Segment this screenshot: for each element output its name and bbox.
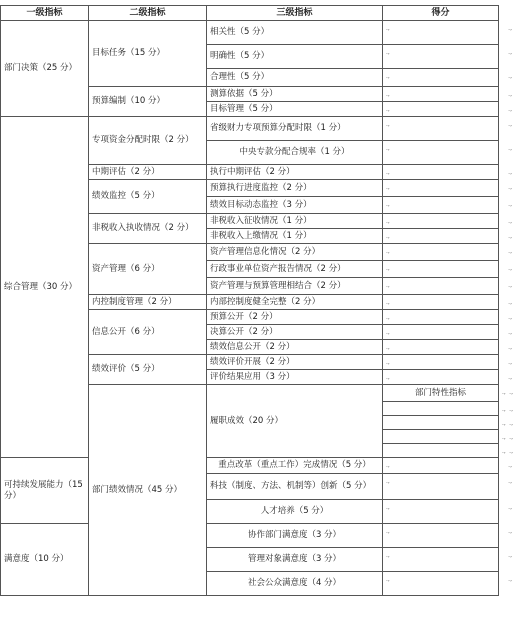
level3-item: 绩效信息公开（2 分） [207,340,383,355]
level3-item [383,402,499,416]
score-cell[interactable] [383,310,512,325]
row-end-mark: ., [508,121,512,128]
score-cell[interactable] [383,295,512,310]
level3-item [383,430,499,444]
level2-performance-monitor: 绩效监控（5 分） [89,180,207,214]
paragraph-mark: ., [386,169,390,176]
row-end-mark: ., [509,406,513,413]
paragraph-mark: ., [386,329,390,336]
level3-item: 中央专款分配合规率（1 分） [207,141,383,165]
score-cell[interactable] [383,180,512,197]
paragraph-mark: ., [386,201,390,208]
paragraph-mark: ., [386,374,390,381]
level3-item: 绩效目标动态监控（3 分） [207,197,383,214]
row-end-mark: ., [508,106,512,113]
level1-dept-decision: 部门决策（25 分） [1,21,89,117]
paragraph-mark: ., [386,576,390,583]
score-cell[interactable] [383,355,512,370]
level3-item: 重点改革（重点工作）完成情况（5 分） [207,458,383,474]
row-end-mark: ., [509,389,513,396]
score-cell[interactable] [383,141,512,165]
score-cell[interactable] [383,474,512,500]
score-cell[interactable] [383,548,512,572]
row-end-mark: ., [508,314,512,321]
level3-item: 执行中期评估（2 分） [207,165,383,180]
header-level1: 一级指标 [1,6,89,21]
header-level3: 三级指标 [207,6,383,21]
row-end-mark: ., [508,478,512,485]
row-end-mark: ., [508,329,512,336]
evaluation-table [0,5,513,596]
row-end-mark: ., [508,73,512,80]
level2-duty-effect: 履职成效（20 分） [207,385,383,458]
row-end-mark: ., [508,218,512,225]
level2-sustainable-dev: 可持续发展能力（15 分） [1,458,89,524]
score-cell[interactable] [383,370,512,385]
row-end-mark: ., [508,145,512,152]
paragraph-mark: ., [386,49,390,56]
score-cell[interactable] [383,102,512,117]
level3-item: 省级财力专项预算分配时限（1 分） [207,117,383,141]
paragraph-mark: ., [386,218,390,225]
level3-item: 管理对象满意度（3 分） [207,548,383,572]
level3-item: 目标管理（5 分） [207,102,383,117]
score-cell[interactable] [383,69,512,87]
score-cell[interactable] [383,45,512,69]
paragraph-mark: ., [386,528,390,535]
score-cell[interactable] [383,214,512,229]
level3-item: 合理性（5 分） [207,69,383,87]
score-cell[interactable] [383,524,512,548]
level3-item: 科技（制度、方法、机制等）创新（5 分） [207,474,383,500]
row-end-mark: ., [509,448,513,455]
paragraph-mark: ., [386,552,390,559]
row-end-mark: ., [508,233,512,240]
paragraph-mark: ., [502,406,506,413]
level2-performance-eval: 绩效评价（5 分） [89,355,207,385]
level1-general-management: 综合管理（30 分） [1,117,89,458]
score-cell[interactable] [383,261,512,278]
row-end-mark: ., [508,504,512,511]
paragraph-mark: ., [386,314,390,321]
paragraph-mark: ., [386,184,390,191]
level2-info-disclosure: 信息公开（6 分） [89,310,207,355]
row-end-mark: ., [508,299,512,306]
level3-item: 预算执行进度监控（2 分） [207,180,383,197]
level2-nontax-income: 非税收入执收情况（2 分） [89,214,207,244]
level3-item: 相关性（5 分） [207,21,383,45]
header-score: 得分 [383,6,499,21]
row-end-mark: ., [508,201,512,208]
paragraph-mark: ., [386,359,390,366]
score-cell[interactable] [383,197,512,214]
paragraph-mark: ., [386,106,390,113]
score-cell[interactable] [383,165,512,180]
level2-target-task: 目标任务（15 分） [89,21,207,87]
paragraph-mark: ., [386,282,390,289]
paragraph-mark: ., [502,434,506,441]
row-end-mark: ., [508,282,512,289]
row-end-mark: ., [508,184,512,191]
paragraph-mark: ., [386,233,390,240]
row-end-mark: ., [508,528,512,535]
level3-item: 协作部门满意度（3 分） [207,524,383,548]
score-cell[interactable] [383,325,512,340]
level3-item: 内部控制度健全完整（2 分） [207,295,383,310]
score-cell[interactable] [383,21,512,45]
level3-item: 明确性（5 分） [207,45,383,69]
row-end-mark: ., [508,169,512,176]
row-end-mark: ., [508,248,512,255]
paragraph-mark: ., [386,478,390,485]
level3-item: 预算公开（2 分） [207,310,383,325]
paragraph-mark: ., [386,299,390,306]
header-level2: 二级指标 [89,6,207,21]
row-end-mark: ., [509,434,513,441]
row-end-mark: ., [508,49,512,56]
row-end-mark: ., [508,25,512,32]
score-cell[interactable] [383,572,512,596]
level3-item [383,416,499,430]
paragraph-mark: ., [386,91,390,98]
level3-item: 部门特性指标 [383,385,499,402]
row-end-mark: ., [508,265,512,272]
level3-item: 资产管理信息化情况（2 分） [207,244,383,261]
level2-satisfaction: 满意度（10 分） [1,524,89,596]
score-cell[interactable] [383,117,512,141]
level3-item: 社会公众满意度（4 分） [207,572,383,596]
paragraph-mark: ., [386,73,390,80]
row-end-mark: ., [508,344,512,351]
level3-item: 评价结果应用（3 分） [207,370,383,385]
score-cell[interactable] [383,458,512,474]
score-cell[interactable] [383,500,512,524]
row-end-mark: ., [508,359,512,366]
level2-asset-management: 资产管理（6 分） [89,244,207,295]
score-cell[interactable] [383,278,512,295]
paragraph-mark: ., [386,121,390,128]
paragraph-mark: ., [386,25,390,32]
level2-midterm: 中期评估（2 分） [89,165,207,180]
level3-item: 人才培养（5 分） [207,500,383,524]
paragraph-mark: ., [386,145,390,152]
score-cell[interactable] [383,87,512,102]
score-cell[interactable] [383,244,512,261]
level2-special-funds: 专项资金分配时限（2 分） [89,117,207,165]
row-end-mark: ., [509,420,513,427]
row-end-mark: ., [508,91,512,98]
paragraph-mark: ., [386,462,390,469]
row-end-mark: ., [508,552,512,559]
paragraph-mark: ., [386,344,390,351]
score-cell[interactable] [383,229,512,244]
paragraph-mark: ., [502,420,506,427]
level2-internal-control: 内控制度管理（2 分） [89,295,207,310]
row-end-mark: ., [508,576,512,583]
level3-item [383,444,499,458]
level3-item: 非税收入上缴情况（1 分） [207,229,383,244]
score-cell[interactable] [383,340,512,355]
row-end-mark: ., [508,462,512,469]
level3-item: 绩效评价开展（2 分） [207,355,383,370]
level3-item: 非税收入征收情况（1 分） [207,214,383,229]
level3-item: 测算依据（5 分） [207,87,383,102]
paragraph-mark: ., [386,248,390,255]
row-end-mark: ., [508,374,512,381]
level3-item: 行政事业单位资产报告情况（2 分） [207,261,383,278]
paragraph-mark: ., [502,448,506,455]
paragraph-mark: ., [502,389,506,396]
level1-dept-performance: 部门绩效情况（45 分） [89,385,207,596]
level2-budget: 预算编制（10 分） [89,87,207,117]
level3-item: 资产管理与预算管理相结合（2 分） [207,278,383,295]
header-row [1,6,499,21]
paragraph-mark: ., [386,504,390,511]
paragraph-mark: ., [386,265,390,272]
level3-item: 决算公开（2 分） [207,325,383,340]
